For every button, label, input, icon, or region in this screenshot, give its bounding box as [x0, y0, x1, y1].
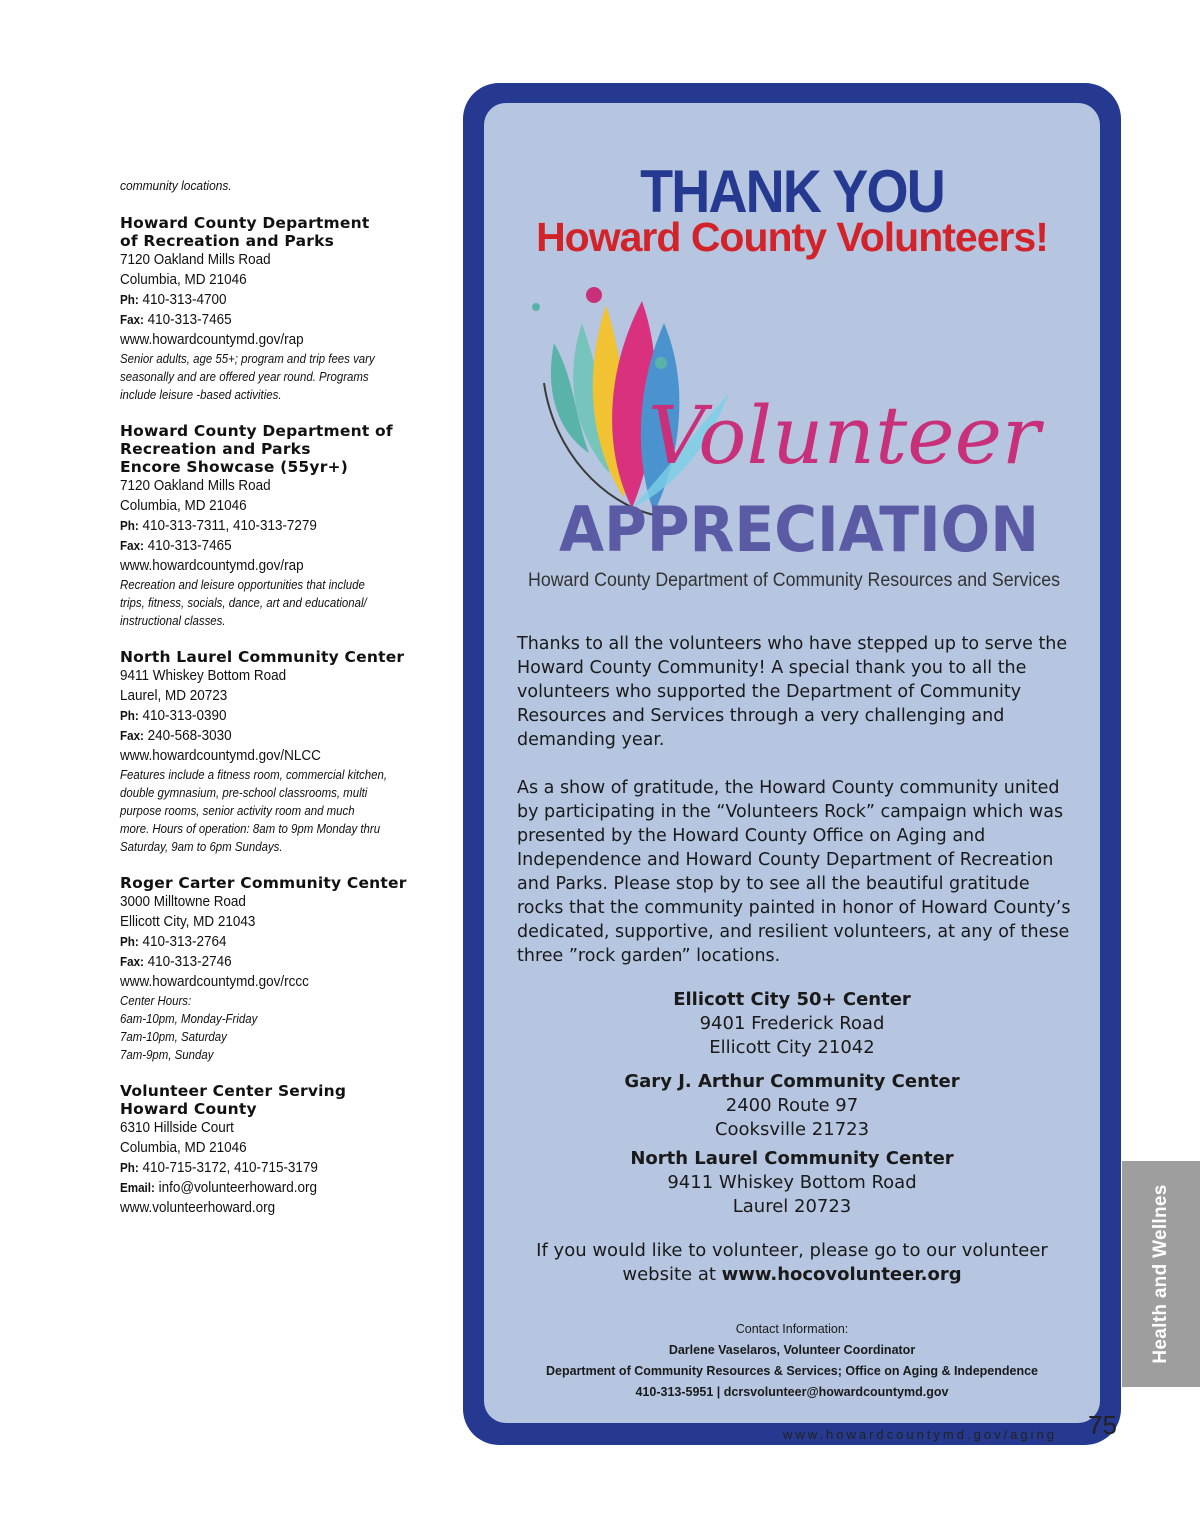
phone-line — [120, 706, 422, 726]
note-line: purpose rooms, senior activity room and much — [120, 803, 355, 818]
fax-line — [120, 536, 422, 556]
contact-heading: Contact Information: — [735, 1322, 849, 1336]
entry-note — [120, 350, 437, 404]
rock-garden-location — [484, 1147, 1100, 1219]
entry-name — [120, 422, 445, 476]
note-line: Senior adults, age 55+; program and trip fees vary — [120, 351, 375, 366]
location-address: 9411 Whiskey Bottom Road — [667, 1172, 917, 1193]
teal-dot — [532, 303, 540, 311]
fax-line — [120, 310, 422, 330]
directory-column — [120, 177, 445, 1236]
phone-line — [120, 932, 422, 952]
location-name: Gary J. Arthur Community Center — [624, 1071, 960, 1092]
entry-name-line: Howard County — [120, 1100, 257, 1118]
pink-dot — [586, 287, 602, 303]
note-line: Recreation and leisure opportunities that include — [120, 577, 365, 592]
fax-label: Fax: — [120, 313, 144, 327]
phone-number[interactable]: 410-313-0390 — [142, 708, 227, 724]
email-link[interactable]: info@volunteerhoward.org — [158, 1180, 318, 1196]
fax-label: Fax: — [120, 539, 144, 553]
fax-label: Fax: — [120, 955, 144, 969]
entry-note — [120, 576, 437, 630]
cta-prefix: website at — [622, 1264, 722, 1285]
note-line: Saturday, 9am to 6pm Sundays. — [120, 839, 283, 854]
entry-name-line: Roger Carter Community Center — [120, 874, 407, 892]
cta-line — [484, 1263, 1100, 1287]
rock-garden-location — [484, 988, 1100, 1060]
volunteer-website-link[interactable]: www.hocovolunteer.org — [721, 1264, 962, 1285]
phone-label: Ph: — [120, 935, 139, 949]
address-line: 7120 Oakland Mills Road — [120, 252, 271, 268]
note-line: 7am-9pm, Sunday — [120, 1047, 214, 1062]
directory-entry — [120, 648, 445, 856]
entry-name-line: Encore Showcase (55yr+) — [120, 458, 349, 476]
email-label: Email: — [120, 1181, 155, 1195]
note-line: instructional classes. — [120, 613, 226, 628]
cta-line: If you would like to volunteer, please go to our volunteer — [536, 1240, 1048, 1261]
entry-name-line: Volunteer Center Serving — [120, 1082, 347, 1100]
logo-department-name: Howard County Department of Community Resources and Services — [528, 570, 1060, 591]
note-line: seasonally and are offered year round. Programs — [120, 369, 369, 384]
volunteer-call-to-action — [484, 1239, 1100, 1287]
fax-number: 240-568-3030 — [147, 728, 232, 744]
location-name: North Laurel Community Center — [630, 1148, 954, 1169]
city-line: Columbia, MD 21046 — [120, 1140, 247, 1156]
contact-name: Darlene Vaselaros, Volunteer Coordinator — [668, 1343, 916, 1357]
teal-dot — [655, 357, 667, 369]
panel-title: THANK YOU — [640, 158, 944, 225]
phone-line — [120, 516, 422, 536]
city-line: Ellicott City, MD 21043 — [120, 914, 256, 930]
website-link[interactable]: www.howardcountymd.gov/NLCC — [120, 748, 321, 764]
website-link[interactable]: www.howardcountymd.gov/rap — [120, 558, 304, 574]
note-line: 7am-10pm, Saturday — [120, 1029, 227, 1044]
intro-text: community locations. — [120, 178, 232, 193]
fax-label: Fax: — [120, 729, 144, 743]
phone-number[interactable]: 410-313-2764 — [142, 934, 227, 950]
website-link[interactable]: www.howardcountymd.gov/rap — [120, 332, 304, 348]
entry-name-line: North Laurel Community Center — [120, 648, 405, 666]
phone-label: Ph: — [120, 709, 139, 723]
website-link[interactable]: www.howardcountymd.gov/rccc — [120, 974, 309, 990]
city-line: Laurel, MD 20723 — [120, 688, 228, 704]
address-line: 6310 Hillside Court — [120, 1120, 234, 1136]
contact-phone-email[interactable]: 410-313-5951 | dcrsvolunteer@howardcountymd.gov — [635, 1385, 949, 1399]
city-line: Columbia, MD 21046 — [120, 498, 247, 514]
fax-number: 410-313-7465 — [147, 538, 232, 554]
logo-script-word: Volunteer — [647, 389, 1041, 482]
entry-note — [120, 992, 437, 1064]
address-line: 9411 Whiskey Bottom Road — [120, 668, 287, 684]
phone-number[interactable]: 410-715-3172, 410-715-3179 — [142, 1160, 318, 1176]
location-address: 2400 Route 97 — [725, 1095, 859, 1116]
location-city: Cooksville 21723 — [714, 1119, 870, 1140]
thank-you-body — [517, 632, 1077, 992]
phone-line — [120, 1158, 422, 1178]
entry-name-line: Howard County Department — [120, 214, 370, 232]
directory-entry — [120, 422, 445, 630]
phone-number[interactable]: 410-313-7311, 410-313-7279 — [142, 518, 317, 534]
location-city: Laurel 20723 — [732, 1196, 852, 1217]
note-line: trips, fitness, socials, dance, art and educational/ — [120, 595, 367, 610]
address-line: 3000 Milltowne Road — [120, 894, 246, 910]
phone-label: Ph: — [120, 1161, 139, 1175]
body-paragraph: Thanks to all the volunteers who have stepped up to serve the Howard County Community! A special thank you to all the volunteers who supported the Department of Community Resources and Services through a very challenging and demanding year. — [517, 634, 1068, 750]
fax-number: 410-313-2746 — [147, 954, 232, 970]
location-city: Ellicott City 21042 — [709, 1037, 875, 1058]
city-line: Columbia, MD 21046 — [120, 272, 247, 288]
directory-entry — [120, 214, 445, 404]
contact-department: Department of Community Resources & Services; Office on Aging & Independence — [546, 1364, 1038, 1378]
note-line: Features include a fitness room, commercial kitchen, — [120, 767, 388, 782]
note-line: Center Hours: — [120, 993, 192, 1008]
body-paragraph: As a show of gratitude, the Howard County community united by participating in the “Volunteers Rock” campaign which was presented by the Howard County Office on Aging and Independence and Howard County Department of Recreation and Parks. Please stop by to see all the beautiful gratitude rocks that the community painted in honor of Howard County’s dedicated, supportive, and resilient volunteers, at any of these three ”rock garden” locations. — [517, 778, 1071, 966]
website-link[interactable]: www.volunteerhoward.org — [120, 1200, 276, 1216]
note-line: include leisure -based activities. — [120, 387, 282, 402]
section-tab — [1122, 1161, 1200, 1387]
fax-line — [120, 726, 422, 746]
contact-info — [484, 1319, 1100, 1403]
entry-name-line: Howard County Department of — [120, 422, 393, 440]
phone-line — [120, 290, 422, 310]
entry-name — [120, 874, 445, 892]
panel-subtitle: Howard County Volunteers! — [536, 214, 1048, 260]
phone-number[interactable]: 410-313-4700 — [142, 292, 227, 308]
entry-name-line: of Recreation and Parks — [120, 232, 335, 250]
phone-label: Ph: — [120, 519, 139, 533]
phone-label: Ph: — [120, 293, 139, 307]
fax-number: 410-313-7465 — [147, 312, 232, 328]
logo-block-word: APPRECIATION — [559, 493, 1039, 566]
directory-entry — [120, 1082, 445, 1218]
volunteer-appreciation-logo — [514, 283, 1074, 593]
page-number: 75 — [1088, 1410, 1117, 1440]
email-line — [120, 1178, 422, 1198]
note-line: more. Hours of operation: 8am to 9pm Monday thru — [120, 821, 381, 836]
panel-body — [484, 103, 1100, 1423]
location-address: 9401 Frederick Road — [699, 1013, 885, 1034]
thank-you-panel — [463, 83, 1121, 1445]
entry-name — [120, 1082, 445, 1118]
entry-note — [120, 766, 437, 856]
entry-name-line: Recreation and Parks — [120, 440, 311, 458]
directory-entry — [120, 874, 445, 1064]
note-line: double gymnasium, pre-school classrooms, multi — [120, 785, 368, 800]
entry-name — [120, 648, 445, 666]
note-line: 6am-10pm, Monday-Friday — [120, 1011, 258, 1026]
location-name: Ellicott City 50+ Center — [673, 989, 911, 1010]
rock-garden-location — [484, 1070, 1100, 1142]
fax-line — [120, 952, 422, 972]
section-tab-label: Health and Wellnes — [1150, 1184, 1171, 1364]
entry-name — [120, 214, 445, 250]
address-line: 7120 Oakland Mills Road — [120, 478, 271, 494]
footer-url[interactable]: www.howardcountymd.gov/aging — [782, 1427, 1057, 1442]
